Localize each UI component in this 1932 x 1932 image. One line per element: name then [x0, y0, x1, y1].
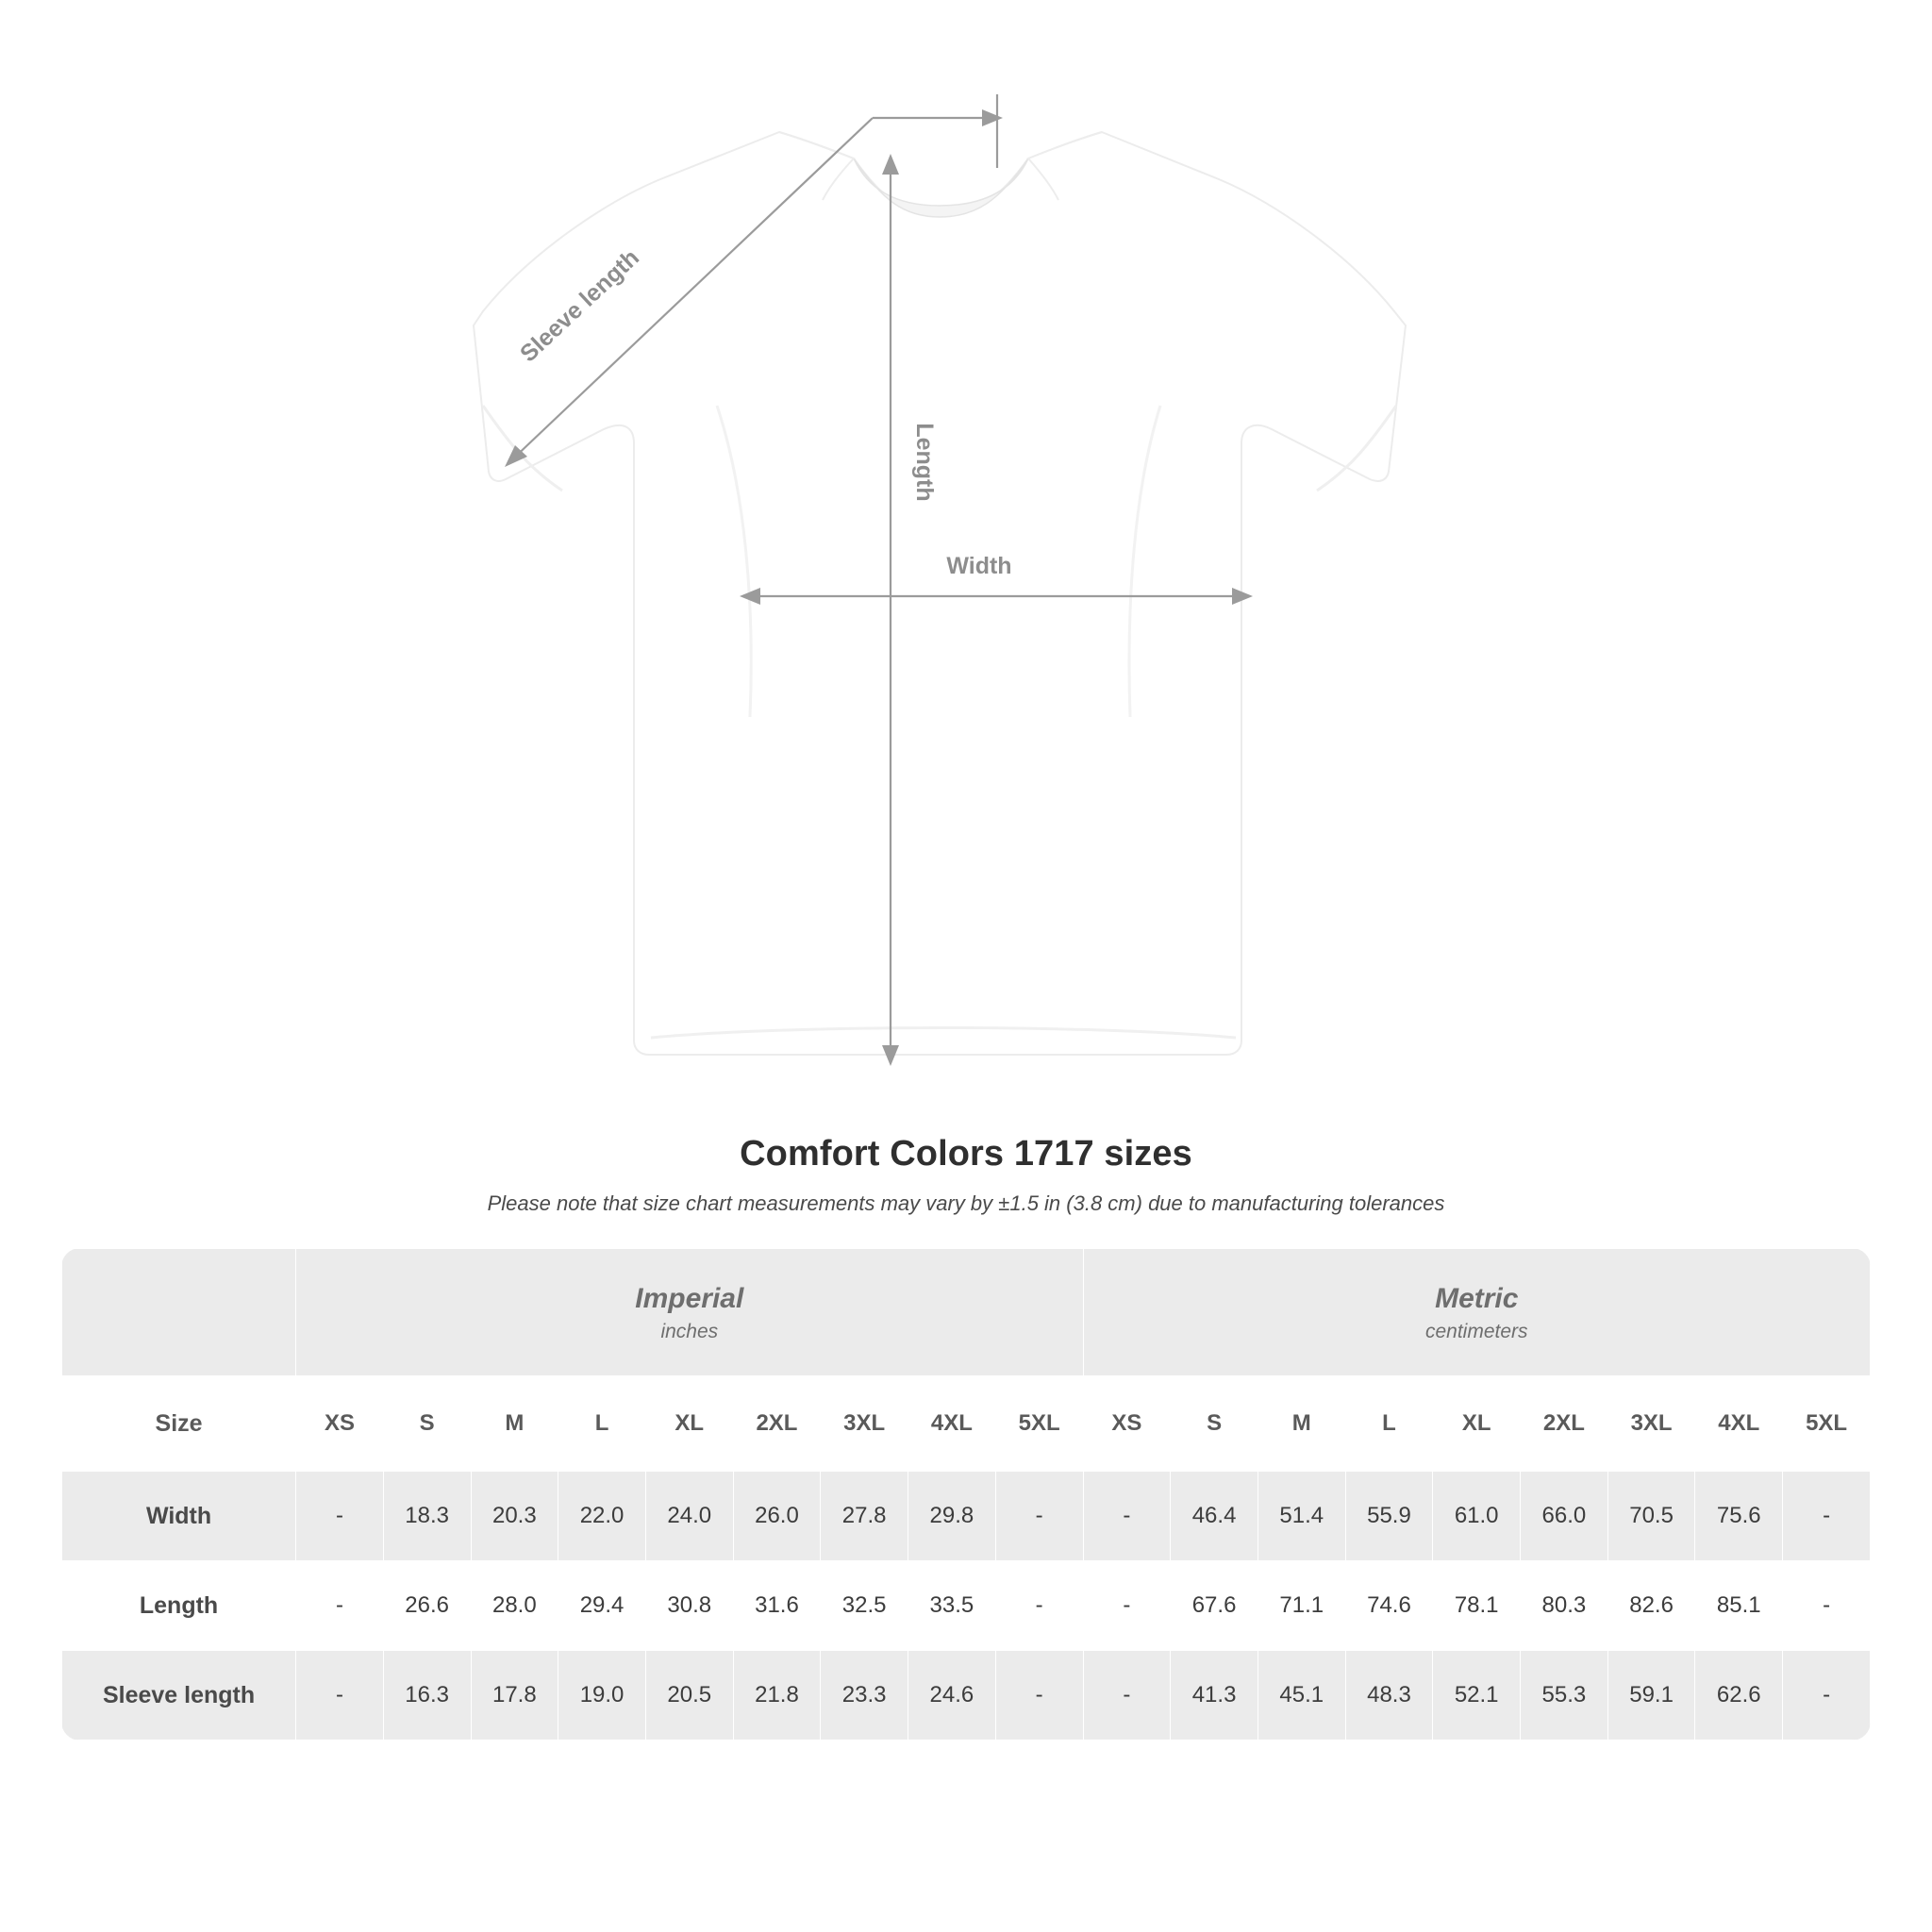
- header-size-metric-5xl: 5XL: [1783, 1376, 1871, 1472]
- header-size-metric-4xl: 4XL: [1695, 1376, 1783, 1472]
- unit-header-spacer: [62, 1249, 296, 1376]
- table-row: [62, 1651, 1871, 1740]
- cell-width-metric-3xl: 70.5: [1607, 1472, 1695, 1561]
- cell-sleeve-metric-2xl: 55.3: [1521, 1651, 1608, 1740]
- cell-length-metric-2xl: 80.3: [1521, 1561, 1608, 1651]
- unit-header-metric: [1083, 1249, 1870, 1376]
- header-size-imperial-l: L: [558, 1376, 646, 1472]
- row-label-sleeve-length: Sleeve length: [62, 1651, 296, 1740]
- header-size-metric-xs: XS: [1083, 1376, 1171, 1472]
- cell-sleeve-metric-s: 41.3: [1171, 1651, 1258, 1740]
- cell-length-imperial-xs: -: [296, 1561, 384, 1651]
- cell-width-imperial-xs: -: [296, 1472, 384, 1561]
- cell-width-imperial-4xl: 29.8: [908, 1472, 996, 1561]
- cell-length-imperial-xl: 30.8: [645, 1561, 733, 1651]
- row-label-width: Width: [62, 1472, 296, 1561]
- header-size-imperial-2xl: 2XL: [733, 1376, 821, 1472]
- unit-header-row: [62, 1249, 1871, 1376]
- cell-width-imperial-5xl: -: [995, 1472, 1083, 1561]
- cell-length-imperial-s: 26.6: [383, 1561, 471, 1651]
- cell-length-metric-3xl: 82.6: [1607, 1561, 1695, 1651]
- cell-width-imperial-l: 22.0: [558, 1472, 646, 1561]
- cell-length-metric-s: 67.6: [1171, 1561, 1258, 1651]
- cell-length-imperial-2xl: 31.6: [733, 1561, 821, 1651]
- cell-width-metric-s: 46.4: [1171, 1472, 1258, 1561]
- cell-length-metric-4xl: 85.1: [1695, 1561, 1783, 1651]
- header-size-imperial-xl: XL: [645, 1376, 733, 1472]
- cell-sleeve-imperial-l: 19.0: [558, 1651, 646, 1740]
- label-sleeve-length: Sleeve length: [515, 243, 645, 368]
- cell-sleeve-imperial-s: 16.3: [383, 1651, 471, 1740]
- size-header-row: [62, 1376, 1871, 1472]
- header-size-imperial-xs: XS: [296, 1376, 384, 1472]
- unit-title-metric: Metric: [1435, 1283, 1519, 1315]
- cell-sleeve-imperial-xs: -: [296, 1651, 384, 1740]
- header-size-metric-s: S: [1171, 1376, 1258, 1472]
- cell-sleeve-metric-m: 45.1: [1257, 1651, 1345, 1740]
- header-size-metric-m: M: [1257, 1376, 1345, 1472]
- row-label-length: Length: [62, 1561, 296, 1651]
- cell-width-imperial-m: 20.3: [471, 1472, 558, 1561]
- cell-sleeve-imperial-5xl: -: [995, 1651, 1083, 1740]
- cell-length-metric-m: 71.1: [1257, 1561, 1345, 1651]
- cell-sleeve-metric-xl: 52.1: [1433, 1651, 1521, 1740]
- header-size-metric-2xl: 2XL: [1521, 1376, 1608, 1472]
- cell-length-metric-xl: 78.1: [1433, 1561, 1521, 1651]
- cell-width-metric-4xl: 75.6: [1695, 1472, 1783, 1561]
- unit-sub-imperial: inches: [660, 1320, 719, 1342]
- cell-width-metric-m: 51.4: [1257, 1472, 1345, 1561]
- size-table-container: [61, 1248, 1871, 1740]
- table-row: [62, 1561, 1871, 1651]
- cell-width-imperial-2xl: 26.0: [733, 1472, 821, 1561]
- page-title: Comfort Colors 1717 sizes: [740, 1134, 1192, 1174]
- cell-sleeve-imperial-4xl: 24.6: [908, 1651, 996, 1740]
- cell-width-metric-xs: -: [1083, 1472, 1171, 1561]
- unit-title-imperial: Imperial: [635, 1283, 744, 1315]
- header-size-label: Size: [62, 1376, 296, 1472]
- header-size-imperial-5xl: 5XL: [995, 1376, 1083, 1472]
- header-size-imperial-s: S: [383, 1376, 471, 1472]
- cell-width-metric-xl: 61.0: [1433, 1472, 1521, 1561]
- cell-sleeve-metric-5xl: -: [1783, 1651, 1871, 1740]
- header-size-imperial-3xl: 3XL: [821, 1376, 908, 1472]
- cell-length-imperial-3xl: 32.5: [821, 1561, 908, 1651]
- cell-length-metric-5xl: -: [1783, 1561, 1871, 1651]
- cell-sleeve-imperial-m: 17.8: [471, 1651, 558, 1740]
- cell-width-imperial-3xl: 27.8: [821, 1472, 908, 1561]
- size-table: [61, 1248, 1871, 1740]
- cell-sleeve-metric-xs: -: [1083, 1651, 1171, 1740]
- cell-sleeve-imperial-3xl: 23.3: [821, 1651, 908, 1740]
- title-block: [0, 1134, 1932, 1216]
- cell-length-metric-xs: -: [1083, 1561, 1171, 1651]
- cell-sleeve-metric-l: 48.3: [1345, 1651, 1433, 1740]
- cell-sleeve-metric-4xl: 62.6: [1695, 1651, 1783, 1740]
- label-width: Width: [946, 553, 1012, 579]
- cell-length-imperial-m: 28.0: [471, 1561, 558, 1651]
- cell-width-imperial-s: 18.3: [383, 1472, 471, 1561]
- cell-sleeve-metric-3xl: 59.1: [1607, 1651, 1695, 1740]
- header-size-imperial-m: M: [471, 1376, 558, 1472]
- cell-width-metric-5xl: -: [1783, 1472, 1871, 1561]
- header-size-metric-3xl: 3XL: [1607, 1376, 1695, 1472]
- cell-length-imperial-l: 29.4: [558, 1561, 646, 1651]
- header-size-metric-xl: XL: [1433, 1376, 1521, 1472]
- cell-length-imperial-5xl: -: [995, 1561, 1083, 1651]
- label-length: Length: [911, 423, 938, 502]
- unit-sub-metric: centimeters: [1424, 1320, 1528, 1342]
- cell-width-metric-l: 55.9: [1345, 1472, 1433, 1561]
- cell-width-metric-2xl: 66.0: [1521, 1472, 1608, 1561]
- cell-length-imperial-4xl: 33.5: [908, 1561, 996, 1651]
- cell-length-metric-l: 74.6: [1345, 1561, 1433, 1651]
- cell-sleeve-imperial-2xl: 21.8: [733, 1651, 821, 1740]
- cell-width-imperial-xl: 24.0: [645, 1472, 733, 1561]
- header-size-metric-l: L: [1345, 1376, 1433, 1472]
- tolerance-note: Please note that size chart measurements may vary by ±1.5 in (3.8 cm) due to manufacturing tolerances: [487, 1191, 1445, 1215]
- table-row: [62, 1472, 1871, 1561]
- cell-sleeve-imperial-xl: 20.5: [645, 1651, 733, 1740]
- header-size-imperial-4xl: 4XL: [908, 1376, 996, 1472]
- unit-header-imperial: [296, 1249, 1083, 1376]
